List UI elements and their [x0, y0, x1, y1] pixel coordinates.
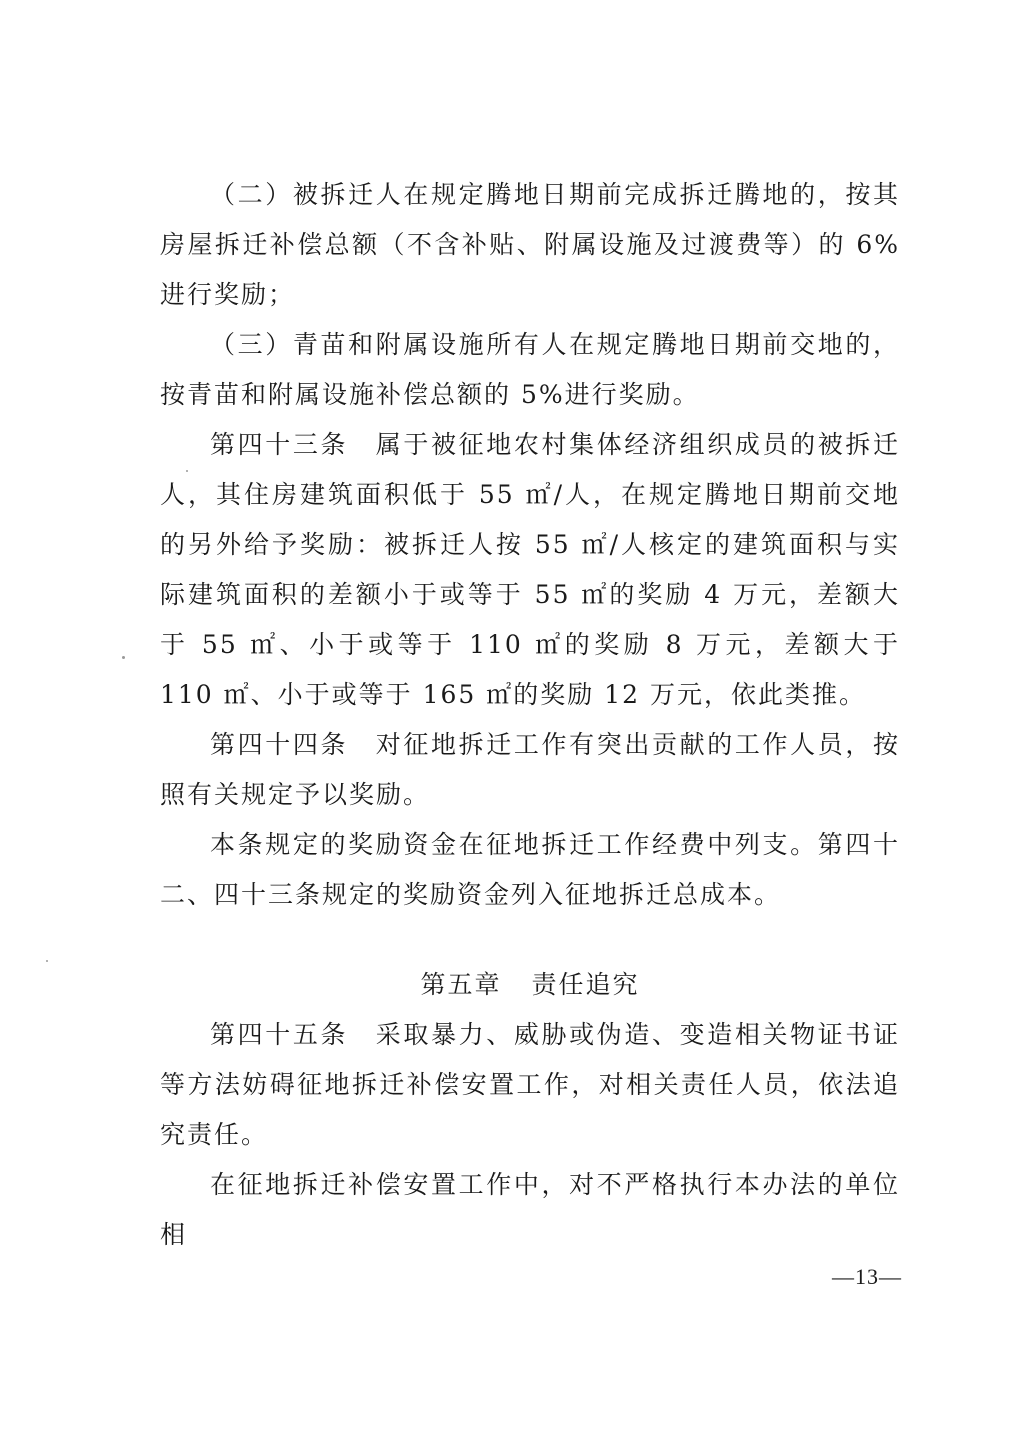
paragraph-item-3-reward: （三）青苗和附属设施所有人在规定腾地日期前交地的，按青苗和附属设施补偿总额的 5%进行奖励。 [160, 330, 900, 409]
page-number: —13— [832, 1264, 902, 1289]
document-body [160, 170, 900, 1260]
chapter-title: 责任追究 [531, 970, 640, 999]
chapter-number: 第五章 [420, 970, 502, 999]
scan-speck [46, 960, 48, 962]
paragraph-item-2-reward: （二）被拆迁人在规定腾地日期前完成拆迁腾地的，按其房屋拆迁补偿总额（不含补贴、附属设施及过渡费等）的 6%进行奖励； [160, 180, 900, 309]
chapter-heading [160, 960, 900, 1010]
paragraph-article-44: 第四十四条 对征地拆迁工作有突出贡献的工作人员，按照有关规定予以奖励。 [160, 730, 900, 809]
paragraph-reward-funds: 本条规定的奖励资金在征地拆迁工作经费中列支。第四十二、四十三条规定的奖励资金列入征地拆迁总成本。 [160, 830, 900, 909]
paragraph-continued: 在征地拆迁补偿安置工作中，对不严格执行本办法的单位相 [160, 1170, 900, 1249]
scan-speck [122, 656, 125, 659]
paragraph-article-45: 第四十五条 采取暴力、威胁或伪造、变造相关物证书证等方法妨碍征地拆迁补偿安置工作，对相关责任人员，依法追究责任。 [160, 1020, 900, 1149]
paragraph-article-43: 第四十三条 属于被征地农村集体经济组织成员的被拆迁人，其住房建筑面积低于 55 ㎡/人，在规定腾地日期前交地的另外给予奖励：被拆迁人按 55 ㎡/人核定的建筑面积与实际建筑面积的差额小于或等于 55 ㎡的奖励 4 万元，差额大于 55 ㎡、小于或等于 110 ㎡的奖励 8 万元，差额大于 110 ㎡、小于或等于 165 ㎡的奖励 12 万元，依此类推。 [160, 430, 900, 709]
scan-speck [186, 470, 188, 472]
